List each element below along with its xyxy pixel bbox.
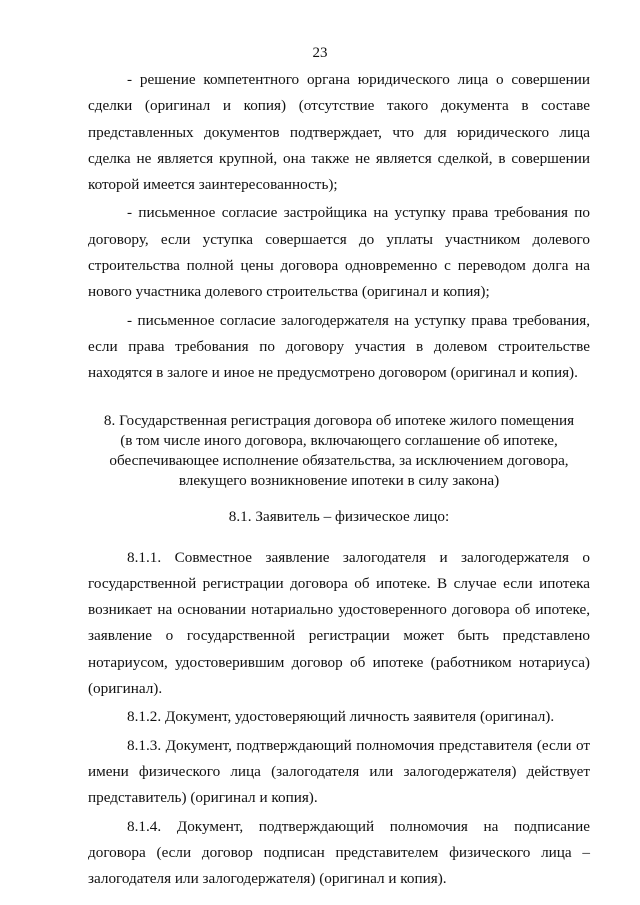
section-8-heading-line-4: влекущего возникновение ипотеки в силу закона) <box>178 471 500 489</box>
paragraph-developer-consent: - письменное согласие застройщика на уступку права требования по договору, если уступка совершается до уплаты участником долевого строительства полной цены договора одновременно с переводом долга на нового участника долевого строительства (оригинал и копия); <box>88 204 590 301</box>
document-body <box>88 67 590 892</box>
section-8-heading <box>88 411 590 491</box>
section-8-heading-line-3: обеспечивающее исполнение обязательства, за исключением договора, <box>109 451 569 469</box>
page-number: 23 <box>312 45 328 61</box>
section-8-heading-line-2: (в том числе иного договора, включающего соглашение об ипотеке, <box>120 431 558 449</box>
subsection-8-1-heading: 8.1. Заявитель – физическое лицо: <box>228 507 450 525</box>
item-8-1-3: 8.1.3. Документ, подтверждающий полномочия представителя (если от имени физического лица (залогодателя или залогодержателя) действует представитель) (оригинал и копия). <box>88 736 590 807</box>
paragraph-pledgee-consent: - письменное согласие залогодержателя на уступку права требования, если права требования по договору участия в долевом строительстве находятся в залоге и иное не предусмотрено договором (оригинал и копия). <box>88 311 590 382</box>
item-8-1-1: 8.1.1. Совместное заявление залогодателя и залогодержателя о государственной регистрации договора об ипотеке. В случае если ипотека возникает на основании нотариально удостоверенного договора об ипотеке, заявление о государственной регистрации может быть представлено нотариусом, удостоверившим договор об ипотеке (работником нотариуса) (оригинал). <box>88 548 590 698</box>
item-8-1-2: 8.1.2. Документ, удостоверяющий личность заявителя (оригинал). <box>127 708 555 726</box>
paragraph-decision-of-legal-entity: - решение компетентного органа юридического лица о совершении сделки (оригинал и копия) (отсутствие такого документа в составе представленных документов подтверждает, что для юридического лица сделка не является крупной, она также не является сделкой, в совершении которой имеется заинтересованность); <box>88 71 590 194</box>
section-8-heading-line-1: 8. Государственная регистрация договора об ипотеке жилого помещения <box>103 411 575 429</box>
item-8-1-4: 8.1.4. Документ, подтверждающий полномочия на подписание договора (если договор подписан представителем физического лица – залогодателя или залогодержателя) (оригинал и копия). <box>88 817 590 888</box>
